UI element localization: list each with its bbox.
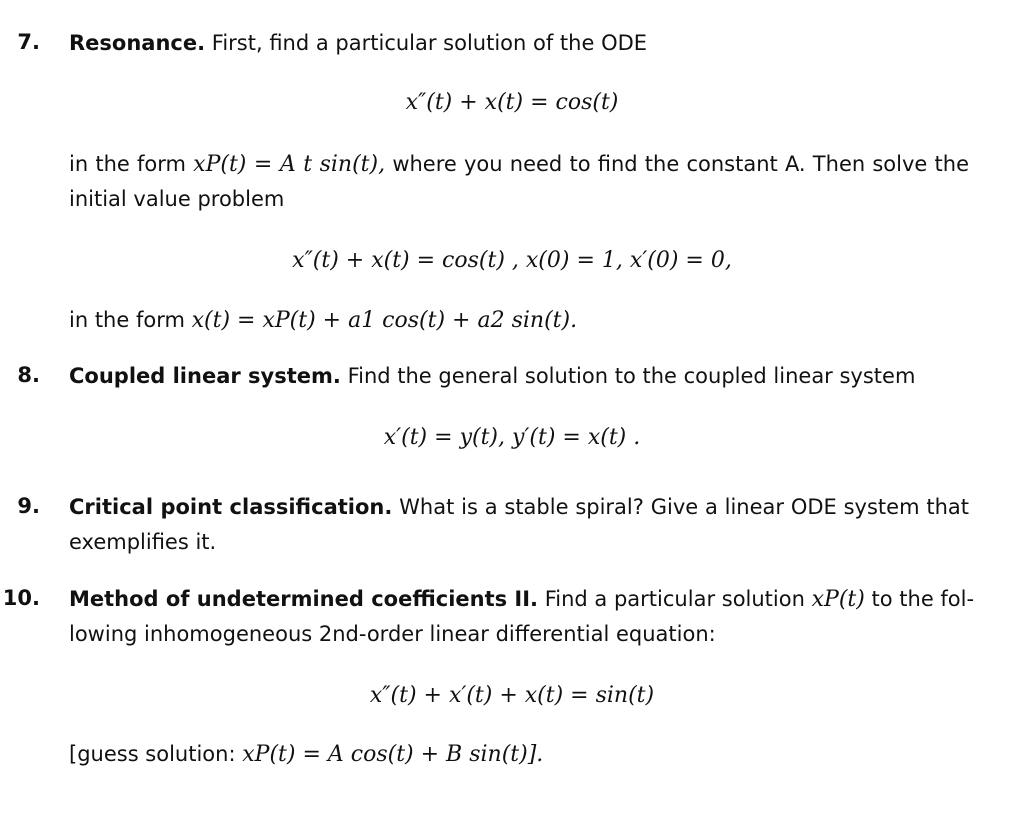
problem-7-title: Resonance.: [69, 31, 206, 55]
problem-7-form-post: where you need to find the constant A. Then solve the: [392, 152, 969, 176]
problem-9-number: 9.: [17, 494, 40, 518]
problem-7-form-math: xP(t) = A t sin(t),: [193, 152, 386, 177]
problem-10-line1-post: to the fol-: [871, 587, 975, 611]
problem-10-guess-pre: [guess solution:: [69, 742, 236, 766]
problem-9-line1-text: What is a stable spiral? Give a linear ODE system that: [399, 495, 969, 519]
problem-7-form2-line: [69, 308, 969, 333]
problem-8-equation: x′(t) = y(t), y′(t) = x(t) .: [383, 425, 641, 450]
problem-7-equation: x″(t) + x(t) = cos(t): [405, 90, 619, 115]
problem-10-line1-math: xP(t): [811, 587, 865, 612]
problem-7-form-pre: in the form: [69, 152, 186, 176]
problem-10-line1-pre: Find a particular solution: [544, 587, 805, 611]
problem-7-line3: initial value problem: [69, 187, 285, 211]
problem-7-ivp: x″(t) + x(t) = cos(t) , x(0) = 1, x′(0) = 0,: [292, 248, 732, 273]
problem-7-form2-math: x(t) = xP(t) + a1 cos(t) + a2 sin(t).: [191, 308, 578, 333]
problem-10-line2: lowing inhomogeneous 2nd-order linear differential equation:: [69, 622, 716, 646]
problem-7-form2-pre: in the form: [69, 308, 185, 332]
problem-8-intro: Find the general solution to the coupled linear system: [347, 364, 916, 388]
problem-7-number: 7.: [17, 30, 40, 54]
problem-10-line1: [69, 587, 975, 612]
problem-8-intro-line: [69, 364, 969, 388]
problem-9-line2: exemplifies it.: [69, 530, 217, 554]
problem-10-equation: x″(t) + x′(t) + x(t) = sin(t): [369, 683, 655, 708]
problem-7-intro: First, find a particular solution of the ODE: [211, 31, 648, 55]
problem-9-title: Critical point classification.: [69, 495, 393, 519]
problem-10-number: 10.: [2, 586, 40, 610]
problem-9-line1: [69, 495, 969, 519]
problem-10-guess-line: [69, 742, 969, 767]
problem-10-title: Method of undetermined coefficients II.: [69, 587, 539, 611]
problem-7-form-line: [69, 152, 969, 177]
problem-8-number: 8.: [17, 363, 40, 387]
problem-7-intro-line: [69, 31, 969, 55]
problem-10-guess-math: xP(t) = A cos(t) + B sin(t)].: [242, 742, 544, 767]
problem-8-title: Coupled linear system.: [69, 364, 341, 388]
